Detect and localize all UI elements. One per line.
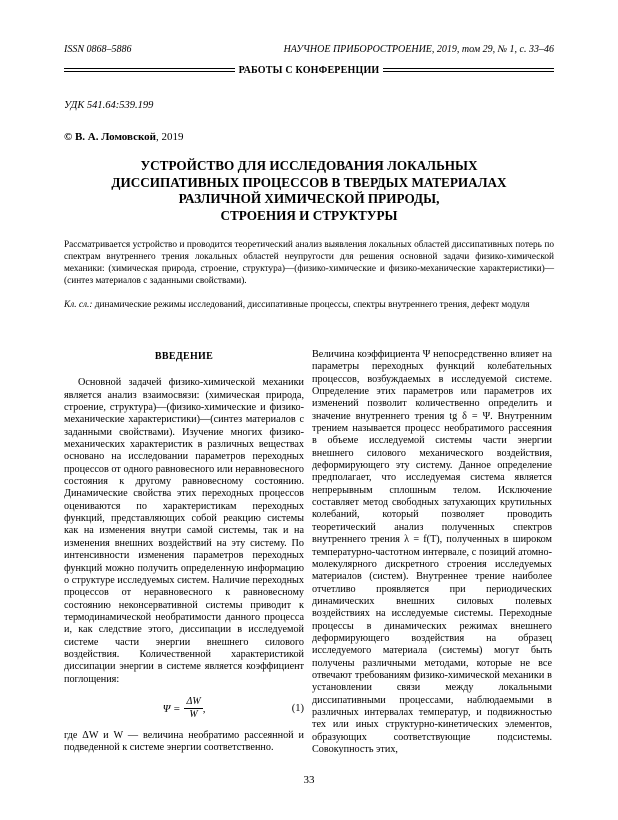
keywords bbox=[64, 299, 554, 311]
author-line bbox=[64, 131, 184, 143]
page-number: 33 bbox=[303, 774, 315, 786]
right-column bbox=[312, 349, 552, 756]
udk-code: УДК 541.64:539.199 bbox=[64, 100, 154, 111]
formula-expression bbox=[163, 696, 206, 722]
formula-numerator: ΔW bbox=[184, 696, 202, 709]
issn: ISSN 0868–5886 bbox=[64, 44, 132, 55]
right-paragraph-1: Величина коэффициента Ψ непосредственно влияет на параметры переходных функций колебательных процессов, возбуждаемых в исследуемой системе. Определение этих параметров или параметров их изменений позволит количественно определить и значение внутреннего трения tg δ = Ψ. Внутренним трением называется процесс необратимого рассеяния в объеме исследуемой системы части энергии внешнего силового механического воздействия, деформирующего эту систему. Данное определение предполагает, что исследуемая система является непрерывным сплошным телом. Исключение составляет метод свободных затухающих крутильных колебаний, который позволяет проводить теоретический анализ полученных спектров внутреннего трения λ = f(T), полученных в широком температурно-частотном интервале, с позиций атомно-молекулярного дискретного строения исследуемых материалов (систем). Внутреннее трение наиболее отчетливо проявляется при периодических динамических внешних силовых полевых воздействиях на исследуемые системы. Переходные процессы в динамических режимах внешнего деформирующего воздействия на образец исследуемого материала (системы) могут быть получены различными методами, которые не все отвечают требованиям физико-химической механики в установлении связи между локальными диссипативными процессами, наблюдаемыми в различных интервалах температур, и подвижностью тех или иных структурно-кинетических элементов, образующих соответствующие подсистемы. Совокупность этих, bbox=[312, 349, 552, 755]
section-label: РАБОТЫ С КОНФЕРЕНЦИИ bbox=[238, 64, 380, 76]
formula-suffix: , bbox=[202, 702, 206, 715]
title-line-1: УСТРОЙСТВО ДЛЯ ИССЛЕДОВАНИЯ ЛОКАЛЬНЫХ bbox=[140, 158, 478, 173]
journal-citation: НАУЧНОЕ ПРИБОРОСТРОЕНИЕ, 2019, том 29, № 1, с. 33–46 bbox=[283, 44, 554, 55]
formula-fraction bbox=[184, 696, 202, 722]
section-rule-right bbox=[383, 68, 554, 72]
title-line-4: СТРОЕНИЯ И СТРУКТУРЫ bbox=[220, 207, 398, 223]
keywords-text: динамические режимы исследований, диссипативные процессы, спектры внутреннего трения, дефект модуля bbox=[92, 300, 530, 310]
author-year: , 2019 bbox=[156, 131, 184, 143]
intro-paragraph-2: где ΔW и W — величина необратимо рассеянной и подведенной к системе энергии соответственно. bbox=[64, 729, 304, 754]
paper-title bbox=[64, 158, 554, 224]
section-rule-left bbox=[64, 68, 235, 72]
title-line-2: ДИССИПАТИВНЫХ ПРОЦЕССОВ В ТВЕРДЫХ МАТЕРИАЛАХ bbox=[111, 174, 507, 190]
formula-1 bbox=[64, 694, 304, 724]
left-column bbox=[64, 349, 304, 755]
author-name: В. А. Ломовской bbox=[74, 131, 157, 143]
formula-number: (1) bbox=[291, 702, 304, 714]
formula-lhs: Ψ = bbox=[162, 702, 181, 715]
running-header bbox=[64, 44, 554, 55]
intro-heading: ВВЕДЕНИЕ bbox=[154, 351, 214, 362]
keywords-label: Кл. сл.: bbox=[64, 300, 93, 310]
intro-paragraph-1: Основной задачей физико-химической механики является анализ взаимосвязи: (химическая природа, строение, структура)—(физико-химические и физико-механические характеристики)—(синтез материалов с заданными свойствами). Изучение многих физико-механических характеристик в различных веществах основано на исследовании параметров переходных процессов от одного равновесного или неравновесного состояния к другому равновесному состоянию. Динамические свойства этих переходных процессов оцениваются по характеристикам переходных функций, представляющих собой реакцию системы как на изменения внутри самой системы, так и на изменения внешних воздействий на эту систему. По интенсивности изменения параметров переходных функций можно получить определенную информацию о структуре исследуемых систем. Наличие переходных процессов от неравновесного к равновесному состоянию неконсервативной системы приводит к термодинамической необратимости данного процесса и, как следствие этого, диссипации в исследуемой системе части энергии внешнего силового воздействия. Количественной характеристикой диссипации энергии в системе является коэффициент поглощения: bbox=[64, 377, 304, 685]
formula-denominator: W bbox=[189, 709, 198, 721]
title-line-3: РАЗЛИЧНОЙ ХИМИЧЕСКОЙ ПРИРОДЫ, bbox=[178, 191, 440, 206]
section-banner bbox=[64, 63, 554, 77]
abstract: Рассматривается устройство и проводится теоретический анализ выявления локальных областей диссипативных потерь по спектрам внутреннего трения локальных областей неупругости для решения основной задачи физико-химической механики: (химическая природа, строение, структура)—(физико-химические и физико-механические характеристики)—(синтез материалов с заданными свойствами). bbox=[64, 240, 554, 287]
copyright-symbol: © bbox=[64, 131, 73, 143]
